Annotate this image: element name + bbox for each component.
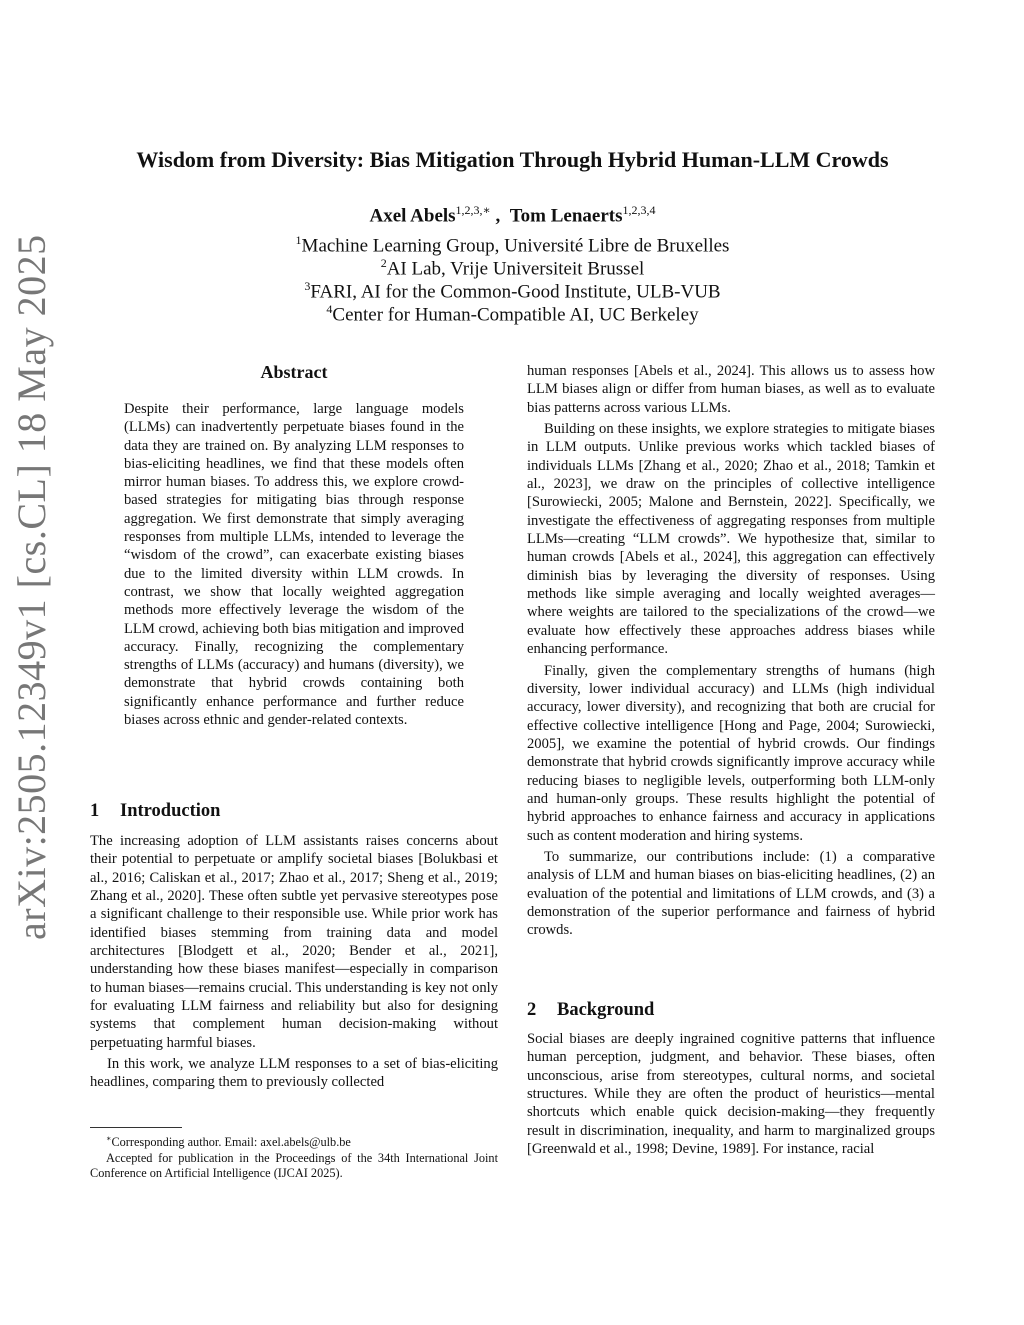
abstract-body: Despite their performance, large language models (LLMs) can inadvertently perpetuate biases found in the data they are trained on. By analyzing LLM responses to bias-eliciting headlines, we find that these models often mirror human biases. To address this, we explore crowd-based strategies for mitigating bias through response aggregation. We first demonstrate that simply averaging responses from multiple LLMs, intended to leverage the “wisdom of the crowd”, can exacerbate existing biases due to the limited diversity within LLM crowds. In contrast, we show that locally weighted aggregation methods more effectively leverage the wisdom of the LLM crowd, achieving both bias mitigation and improved accuracy. Finally, recognizing the complementary strengths of LLMs (accuracy) and humans (diversity), we demonstrate that hybrid crowds containing both significantly enhance performance and further reduce biases across ethnic and gender-related contexts. — [124, 401, 464, 729]
paragraph: Finally, given the complementary strengths of humans (high diversity, lower individual accuracy) and LLMs (high individual accuracy, lower diversity), and recognizing that both are crucial for effective collective intelligence [Hong and Page, 2004; Surowiecki, 2005], we examine the potential of hybrid crowds. Our findings demonstrate that hybrid crowds significantly improve accuracy while reducing biases to negligible levels, outperforming both LLM-only and human-only groups. These results highlight the potential of hybrid approaches to enhance fairness and accuracy in applications such as content moderation and hiring systems. — [527, 662, 935, 844]
affiliation: $^2$AI Lab, Vrije Universiteit Brussel — [380, 256, 645, 280]
section-title: Introduction — [120, 801, 221, 821]
section-heading-introduction — [90, 799, 220, 823]
footnotes — [90, 1131, 498, 1182]
paragraph: To summarize, our contributions include: (1) a comparative analysis of LLM and human biases on bias-eliciting headlines, (2) an evaluation of the potential and limitations of LLM crowds, and (3) a demonstration of the superior performance and fairness of hybrid crowds. — [527, 848, 935, 939]
author-affiliation-marks: 1,2,3,4 — [622, 203, 656, 217]
abstract-heading: Abstract — [260, 362, 328, 382]
arxiv-identifier: arXiv:2505.12349v1 [cs.CL] 18 May 2025 — [9, 234, 54, 940]
author-separator: , — [490, 205, 501, 227]
section-heading-background — [527, 998, 654, 1022]
right-column-body — [527, 362, 935, 940]
paragraph: The increasing adoption of LLM assistants raises concerns about their potential to perpetuate or amplify societal biases [Bolukbasi et al., 2016; Caliskan et al., 2017; Zhao et al., 2017; Sheng et al., 2019; Zhang et al., 2020]. These often subtle yet pervasive stereotypes pose a significant challenge to their responsible use. While prior work has identified biases stemming from training data and model architectures [Blodgett et al., 2020; Bender et al., 2021], understanding how these biases manifest—especially in comparison to human biases—remains crucial. This understanding is key not only for evaluating LLM fairness and reliability but also for designing systems that complement human decision-making without perpetuating harmful biases. — [90, 833, 498, 1051]
author-affiliation-marks: 1,2,3,∗ — [455, 203, 491, 217]
section-number: 1 — [90, 801, 100, 821]
footnote-divider — [90, 1127, 182, 1128]
paper-title: Wisdom from Diversity: Bias Mitigation Through Hybrid Human-LLM Crowds — [136, 147, 889, 172]
section-number: 2 — [527, 1000, 537, 1020]
author-name: Tom Lenaerts — [509, 205, 623, 227]
affiliation: $^1$Machine Learning Group, Université Libre de Bruxelles — [295, 233, 730, 257]
introduction-body — [90, 832, 498, 1092]
background-body — [527, 1030, 935, 1158]
footnote: Accepted for publication in the Proceedings of the 34th International Joint Conference on Artificial Intelligence (IJCAI 2025). — [90, 1150, 498, 1181]
author-list — [90, 197, 935, 229]
paragraph: In this work, we analyze LLM responses to a set of bias-eliciting headlines, comparing them to previously collected — [90, 1056, 498, 1091]
section-title: Background — [557, 1000, 655, 1020]
footnote: ∗Corresponding author. Email: axel.abels@ulb.be — [106, 1134, 351, 1150]
paragraph: Building on these insights, we explore strategies to mitigate biases in LLM outputs. Unlike previous works which tackled biases of individuals LLMs [Zhang et al., 2020; Zhao et al., 2018; Tamkin et al., 2023], we draw on the principles of collective intelligence [Surowiecki, 2005; Malone and Bernstein, 2022]. Specifically, we investigate the effectiveness of aggregating responses from multiple LLMs—creating “LLM crowds”. We hypothesize that, similar to human crowds [Abels et al., 2024], this aggregation can effectively diminish bias by leveraging the diversity of responses. Using methods like simple averaging and locally weighted averages—where weights are tailored to the specializations of the crowd—we evaluate how effectively these approaches address biases while enhancing performance. — [527, 421, 935, 658]
affiliation: $^3$FARI, AI for the Common-Good Institute, ULB-VUB — [304, 279, 721, 303]
paragraph: Social biases are deeply ingrained cognitive patterns that influence human perception, judgment, and behavior. These biases, often unconscious, arise from stereotypes, cultural norms, and societal structures. While they are often the product of heuristics—mental shortcuts which enable quick decision-making—they frequently result in discrimination, inequality, and harm to marginalized groups [Greenwald et al., 1998; Devine, 1989]. For instance, racial — [527, 1031, 935, 1158]
paragraph: human responses [Abels et al., 2024]. This allows us to assess how LLM biases align or differ from human biases, as well as to evaluate bias patterns across various LLMs. — [527, 363, 935, 416]
author-name: Axel Abels — [369, 205, 456, 227]
affiliation: $^4$Center for Human-Compatible AI, UC Berkeley — [326, 302, 699, 326]
